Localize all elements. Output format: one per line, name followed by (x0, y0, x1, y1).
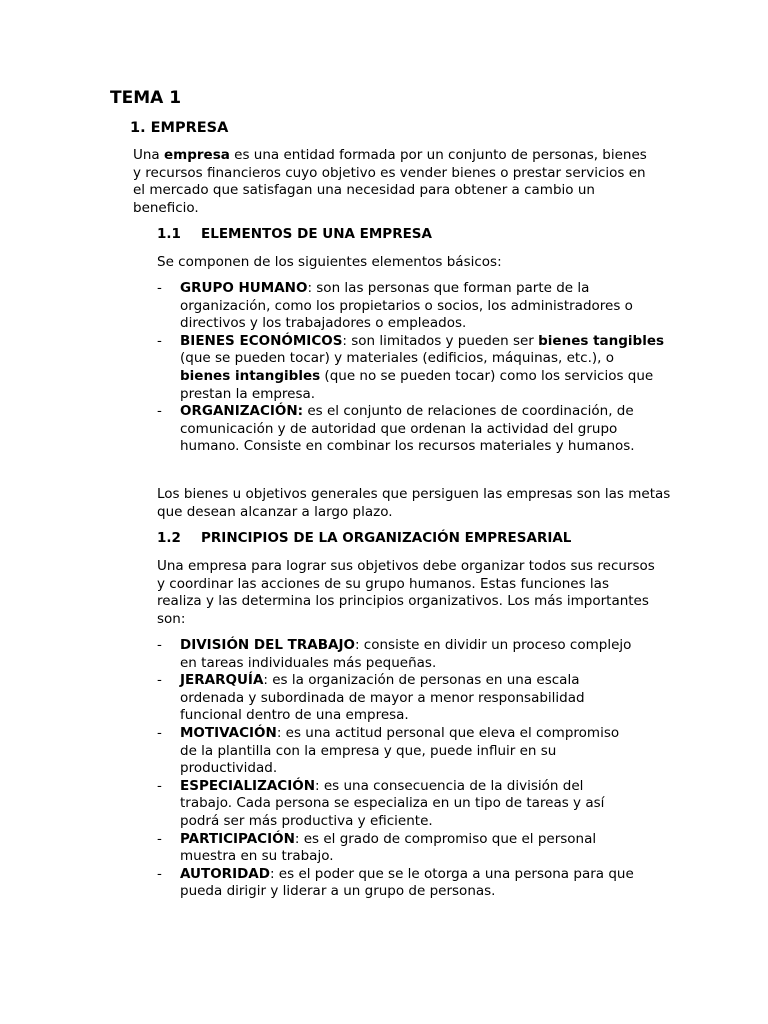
principios-lead (157, 558, 657, 628)
list-text: (que se pueden tocar) y materiales (edificios, máquinas, etc.), o (180, 350, 614, 367)
list-term: AUTORIDAD (180, 865, 270, 882)
list-text: : consiste en dividir un proceso complejo en tareas individuales más pequeñas. (180, 637, 632, 671)
elementos-closing (157, 486, 677, 521)
list-item-participacion (157, 831, 637, 866)
subsection-heading-elementos (157, 226, 432, 244)
list-term: GRUPO HUMANO (180, 280, 308, 296)
list-text: es el conjunto de relaciones de coordinación, de comunicación y de autoridad que ordenan la actividad del grupo humano. Consiste en combinar los recursos materiales y humanos. (180, 403, 635, 455)
list-term: DIVISIÓN DEL TRABAJO (180, 637, 355, 653)
list-item-division-trabajo (157, 637, 637, 672)
dash-bullet: - (157, 724, 162, 741)
dash-bullet: - (157, 332, 162, 349)
list-text: : es una consecuencia de la división del trabajo. Cada persona se especializa en un tipo de tareas y así podrá ser más productiva y eficiente. (180, 777, 605, 829)
list-term: ESPECIALIZACIÓN (180, 777, 316, 794)
dash-bullet: - (157, 403, 162, 420)
list-term: MOTIVACIÓN (180, 724, 277, 741)
list-item-especializacion (157, 778, 637, 831)
dash-bullet: - (157, 280, 162, 296)
document-title: TEMA 1 (110, 88, 182, 108)
list-text: : son limitados y pueden ser (342, 332, 539, 349)
elementos-list (157, 280, 667, 456)
list-term: JERARQUÍA (180, 672, 264, 689)
section-heading-empresa: 1. EMPRESA (130, 120, 229, 136)
list-term: ORGANIZACIÓN: (180, 403, 304, 420)
list-item-motivacion (157, 725, 637, 778)
list-text: : es una actitud personal que eleva el compromiso de la plantilla con la empresa y que, puede influir en su productividad. (180, 724, 620, 777)
subsection-number: 1.1 (157, 226, 181, 242)
closing-text: Los bienes u objetivos generales que persiguen las empresas son las metas que desean alcanzar a largo plazo. (157, 486, 671, 520)
list-text: : son las personas que forman parte de la organización, como los propietarios o socios, los administradores o directivos y los trabajadores o empleados. (180, 280, 633, 332)
dash-bullet: - (157, 672, 162, 689)
list-text: : es el grado de compromiso que el personal muestra en su trabajo. (180, 830, 597, 865)
dash-bullet: - (157, 830, 162, 847)
intro-term-empresa: empresa (164, 147, 230, 163)
subsection-title: ELEMENTOS DE UNA EMPRESA (201, 226, 432, 242)
list-term: PARTICIPACIÓN (180, 830, 295, 847)
subsection-number: 1.2 (157, 530, 181, 546)
dash-bullet: - (157, 777, 162, 794)
list-item-organizacion (157, 403, 667, 456)
subsection-title: PRINCIPIOS DE LA ORGANIZACIÓN EMPRESARIAL (201, 530, 572, 546)
list-item-bienes-economicos (157, 333, 667, 403)
list-text: : es la organización de personas en una escala ordenada y subordinada de mayor a menor responsabilidad funcional dentro de una empresa. (180, 672, 585, 724)
intro-text-post: es una entidad formada por un conjunto de personas, bienes y recursos financieros cuyo objetivo es vender bienes o prestar servicios en el mercado que satisfagan una necesidad para obtener a cambio un beneficio. (133, 147, 647, 216)
lead-text: Se componen de los siguientes elementos básicos: (157, 254, 502, 270)
list-term-intangibles: bienes intangibles (180, 367, 321, 384)
dash-bullet: - (157, 637, 162, 653)
list-item-autoridad (157, 866, 637, 901)
list-item-grupo-humano (157, 280, 667, 333)
list-item-jerarquia (157, 672, 637, 725)
dash-bullet: - (157, 865, 162, 882)
list-text: : es el poder que se le otorga a una persona para que pueda dirigir y liderar a un grupo de personas. (180, 865, 634, 900)
lead-text: Una empresa para lograr sus objetivos debe organizar todos sus recursos y coordinar las acciones de su grupo humanos. Estas funciones las realiza y las determina los principios organizativos. Los más importantes son: (157, 558, 655, 627)
list-text: (que no se pueden tocar) como los servicios que prestan la empresa. (180, 367, 654, 402)
intro-paragraph (133, 147, 653, 217)
elementos-lead (157, 254, 677, 272)
list-term: BIENES ECONÓMICOS (180, 332, 343, 349)
principios-list (157, 637, 637, 901)
subsection-heading-principios (157, 530, 571, 548)
intro-text-pre: Una (133, 147, 165, 163)
list-term-tangibles: bienes tangibles (538, 332, 665, 349)
